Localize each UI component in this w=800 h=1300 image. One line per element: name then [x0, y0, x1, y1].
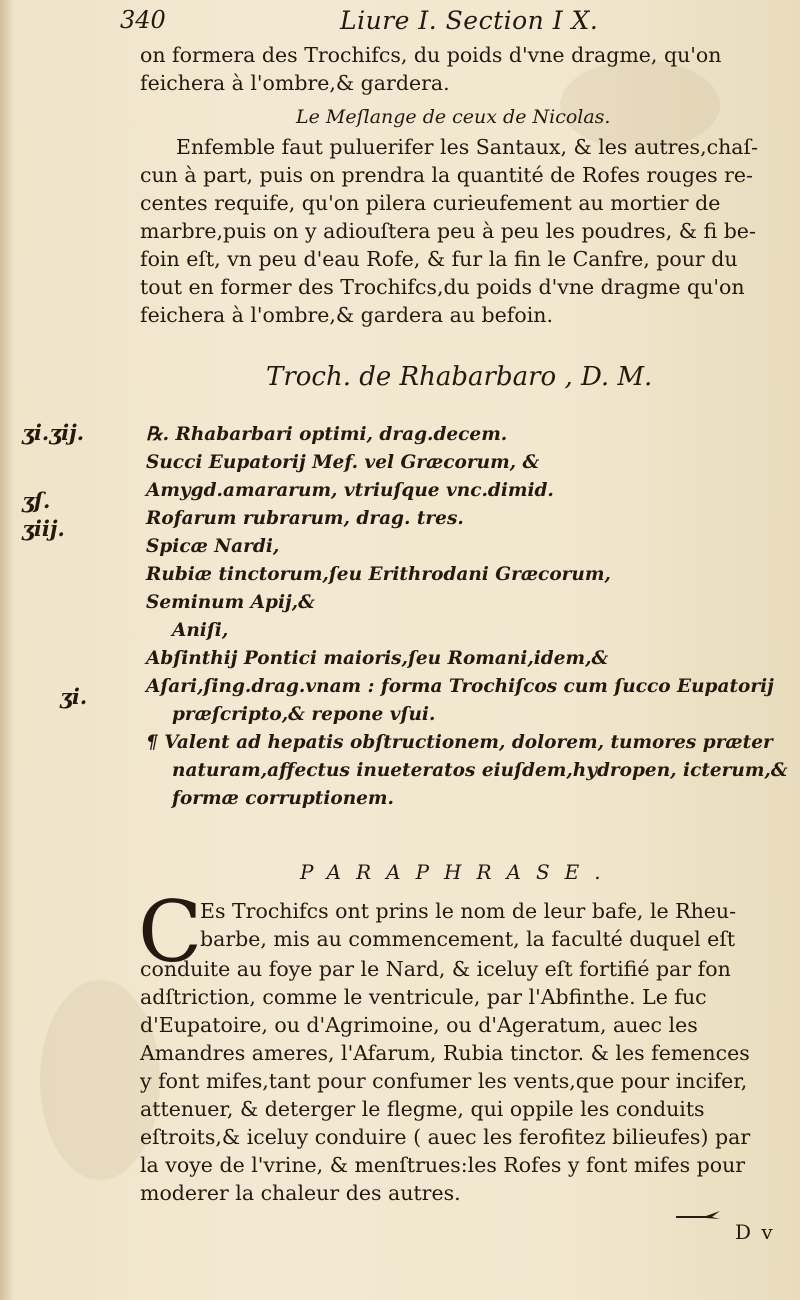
- recipe-line: Seminum Apij,&: [146, 592, 315, 613]
- running-head: Liure I. Section I X.: [340, 6, 599, 35]
- recipe-line: formæ corruptionem.: [172, 788, 394, 809]
- paraphrase-line: attenuer, & deterger le flegme, qui oppile les conduits: [140, 1097, 705, 1121]
- paraphrase-line: adſtriction, comme le ventricule, par l'Abfinthe. Le fuc: [140, 985, 707, 1009]
- text-line: feichera à l'ombre,& gardera.: [140, 71, 450, 95]
- text-line: feichera à l'ombre,& gardera au befoin.: [140, 303, 554, 327]
- page-gutter-shadow: [0, 0, 14, 1300]
- paraphrase-line: Amandres ameres, l'Afarum, Rubia tinctor. & les femences: [140, 1041, 750, 1065]
- text-line: cun à part, puis on prendra la quantité de Rofes rouges re-: [140, 163, 753, 187]
- margin-note: ʒſ.: [22, 488, 51, 513]
- margin-note: ʒiij.: [22, 516, 65, 541]
- recipe-line: Amygd.amararum, vtriuſque vnc.dimid.: [146, 480, 554, 501]
- paraphrase-line: conduite au foye par le Nard, & iceluy eſt fortifié par fon: [140, 957, 731, 981]
- paraphrase-line: d'Eupatoire, ou d'Agrimoine, ou d'Ageratum, auec les: [140, 1013, 698, 1037]
- margin-note: ʒi.: [60, 684, 88, 709]
- page-number: 340: [120, 6, 166, 34]
- margin-note: ʒi.ʒij.: [22, 420, 85, 445]
- drop-cap-letter: C: [138, 883, 203, 981]
- text-line: foin eſt, vn peu d'eau Rofe, & fur la fin le Canfre, pour du: [140, 247, 738, 271]
- recipe-title: Troch. de Rhabarbaro , D. M.: [266, 362, 653, 392]
- recipe-line: præſcripto,& repone vſui.: [172, 704, 436, 725]
- paraphrase-heading: PARAPHRASE.: [300, 860, 616, 884]
- recipe-line: ¶ Valent ad hepatis obſtructionem, dolorem, tumores præter: [146, 732, 773, 753]
- hand-ornament-icon: [676, 1210, 720, 1220]
- text-line: tout en former des Trochifcs,du poids d'vne dragme qu'on: [140, 275, 745, 299]
- text-line: centes requife, qu'on pilera curieufement au mortier de: [140, 191, 721, 215]
- paraphrase-line: y font mifes,tant pour confumer les vents,que pour incifer,: [140, 1069, 748, 1093]
- recipe-line: ℞. Rhabarbari optimi, drag.decem.: [146, 424, 508, 445]
- recipe-line: Rubiæ tinctorum,ſeu Erithrodani Græcorum,: [146, 564, 611, 585]
- recipe-line: Rofarum rubrarum, drag. tres.: [146, 508, 464, 529]
- text-line: marbre,puis on y adiouſtera peu à peu les poudres, & fi be-: [140, 219, 756, 243]
- recipe-line: Spicæ Nardi,: [146, 536, 280, 557]
- paraphrase-line: Es Trochifcs ont prins le nom de leur bafe, le Rheu-: [200, 899, 737, 923]
- paraphrase-line: la voye de l'vrine, & menſtrues:les Rofes y font mifes pour: [140, 1153, 746, 1177]
- paraphrase-line: moderer la chaleur des autres.: [140, 1181, 461, 1205]
- text-line: Enfemble faut puluerifer les Santaux, & les autres,chaſ-: [176, 135, 759, 159]
- recipe-line: naturam,affectus inueteratos eiuſdem,hydropen, icterum,&: [172, 760, 788, 781]
- text-line: on formera des Trochifcs, du poids d'vne dragme, qu'on: [140, 43, 722, 67]
- catchword: D v: [735, 1220, 775, 1244]
- recipe-line: Succi Eupatorij Mef. vel Græcorum, &: [146, 452, 540, 473]
- section-subheading: Le Meſlange de ceux de Nicolas.: [296, 106, 611, 128]
- paraphrase-line: eſtroits,& iceluy conduire ( auec les ferofitez bilieufes) par: [140, 1125, 751, 1149]
- recipe-line: Abſinthij Pontici maioris,ſeu Romani,idem,&: [146, 648, 609, 669]
- recipe-line: Aſari,ſing.drag.vnam : forma Trochiſcos cum ſucco Eupatorij: [146, 676, 774, 697]
- paraphrase-line: barbe, mis au commencement, la faculté duquel eſt: [200, 927, 736, 951]
- recipe-line: Aniſi,: [172, 620, 229, 641]
